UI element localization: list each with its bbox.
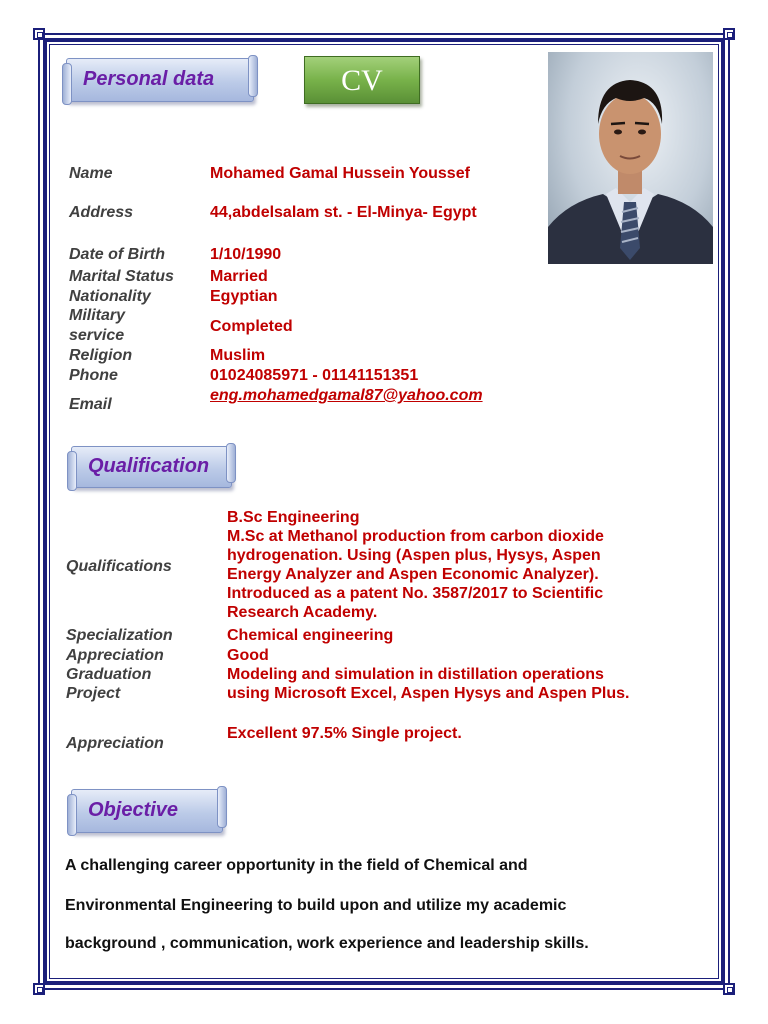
- objective-line: background , communication, work experience and leadership skills.: [65, 935, 589, 952]
- phone-value: 01024085971 - 01141151351: [210, 367, 419, 384]
- email-link[interactable]: eng.mohamedgamal87@yahoo.com: [210, 387, 483, 404]
- nationality-label: Nationality: [69, 288, 151, 305]
- email-label: Email: [69, 396, 112, 413]
- corner-ornament-top-left: [33, 28, 45, 40]
- military-value: Completed: [210, 318, 293, 335]
- qualifications-line: Introduced as a patent No. 3587/2017 to Scientific: [227, 585, 604, 602]
- project-appreciation-value: Excellent 97.5% Single project.: [227, 725, 462, 742]
- graduation-label-line2: Project: [66, 685, 121, 702]
- religion-label: Religion: [69, 347, 133, 364]
- graduation-project-text: [227, 665, 629, 703]
- corner-ornament-bottom-left: [33, 983, 45, 995]
- qualifications-line: M.Sc at Methanol production from carbon dioxide: [227, 528, 604, 545]
- qualifications-line: Research Academy.: [227, 604, 378, 621]
- cv-badge: [304, 56, 420, 104]
- objective-title: Objective: [88, 799, 179, 821]
- address-label: Address: [69, 204, 134, 221]
- specialization-label: Specialization: [66, 627, 173, 644]
- qualifications-line: Energy Analyzer and Aspen Economic Analyzer).: [227, 566, 599, 583]
- marital-status-value: Married: [210, 268, 268, 285]
- qualification-title: Qualification: [88, 455, 210, 477]
- graduation-project-line: Modeling and simulation in distillation operations: [227, 666, 604, 683]
- graduation-label-line1: Graduation: [66, 666, 152, 683]
- objective-line: A challenging career opportunity in the field of Chemical and: [65, 857, 528, 874]
- personal-data-banner: [66, 58, 254, 102]
- marital-status-label: Marital Status: [69, 268, 174, 285]
- personal-data-title: Personal data: [83, 68, 215, 90]
- qualifications-label: Qualifications: [66, 558, 172, 575]
- corner-ornament-top-right: [723, 28, 735, 40]
- military-label-line1: Military: [69, 307, 126, 324]
- appreciation-label: Appreciation: [66, 647, 164, 664]
- name-label: Name: [69, 165, 113, 182]
- address-value: 44,abdelsalam st. - El-Minya- Egypt: [210, 204, 477, 221]
- objective-banner: [71, 789, 223, 833]
- graduation-project-line: using Microsoft Excel, Aspen Hysys and Aspen Plus.: [227, 685, 630, 702]
- qualification-banner: [71, 446, 232, 488]
- dob-label: Date of Birth: [69, 246, 165, 263]
- appreciation-value: Good: [227, 647, 269, 664]
- phone-label: Phone: [69, 367, 118, 384]
- person-portrait-icon: [548, 52, 713, 264]
- corner-ornament-bottom-right: [723, 983, 735, 995]
- military-label-line2: service: [69, 327, 125, 344]
- project-appreciation-label: Appreciation: [66, 735, 164, 752]
- cv-badge-label: CV: [341, 64, 383, 97]
- specialization-value: Chemical engineering: [227, 627, 394, 644]
- qualifications-line: B.Sc Engineering: [227, 509, 360, 526]
- religion-value: Muslim: [210, 347, 266, 364]
- qualifications-list: [227, 508, 604, 622]
- name-value: Mohamed Gamal Hussein Youssef: [210, 165, 470, 182]
- dob-value: 1/10/1990: [210, 246, 282, 263]
- qualifications-line: hydrogenation. Using (Aspen plus, Hysys, Aspen: [227, 547, 601, 564]
- objective-line: Environmental Engineering to build upon and utilize my academic: [65, 897, 567, 914]
- nationality-value: Egyptian: [210, 288, 278, 305]
- profile-photo: [548, 52, 713, 264]
